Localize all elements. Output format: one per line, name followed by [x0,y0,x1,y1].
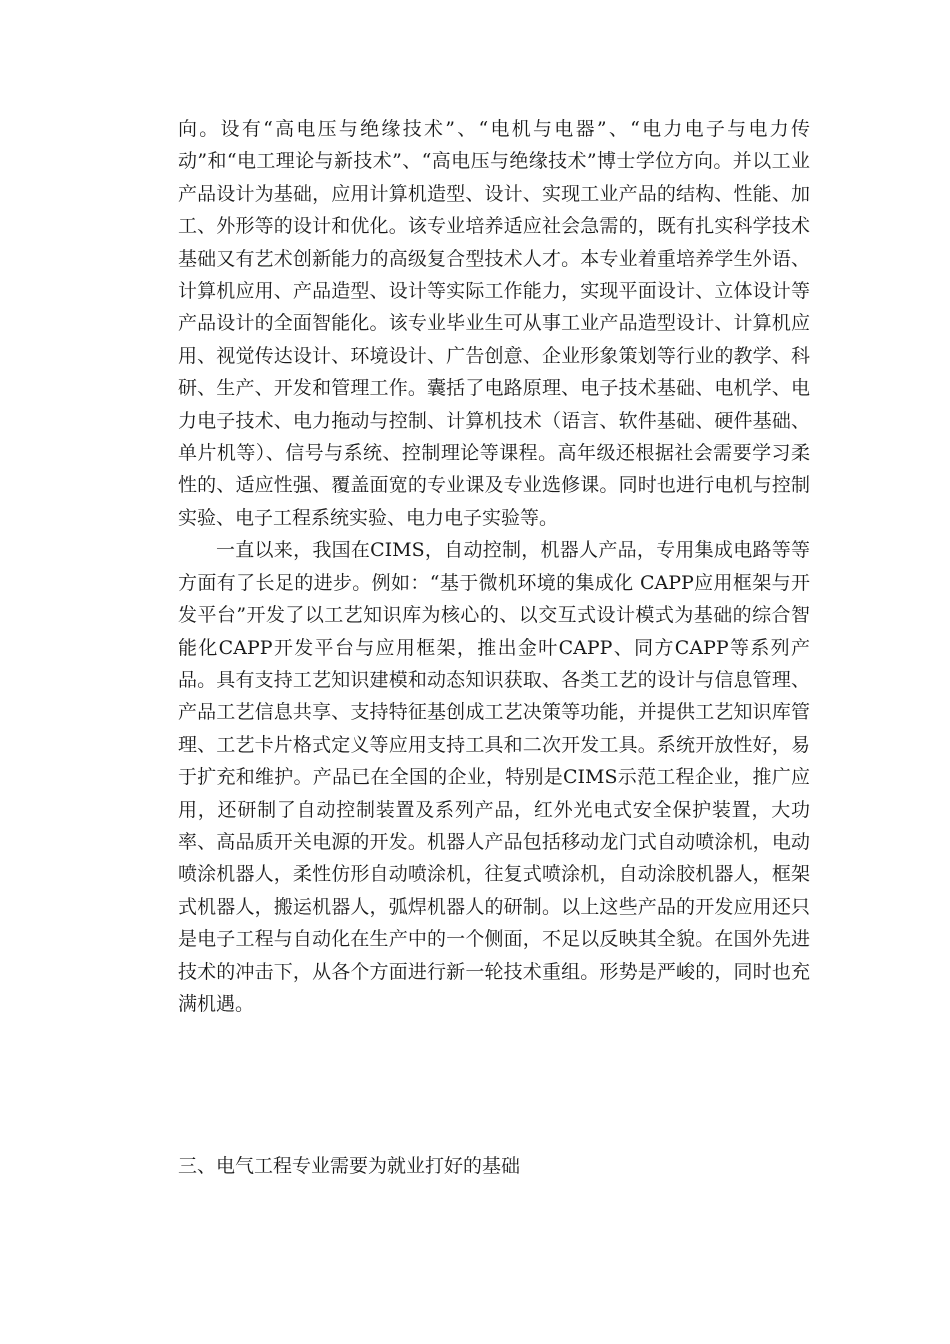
paragraph-continued: 向。设有“高电压与绝缘技术”、“电机与电器”、“电力电子与电力传动”和“电工理论与新技术”、“高电压与绝缘技术”博士学位方向。并以工业产品设计为基础，应用计算机造型、设计、实现工业产品的结构、性能、加工、外形等的设计和优化。该专业培养适应社会急需的，既有扎实科学技术基础又有艺术创新能力的高级复合型技术人才。本专业着重培养学生外语、计算机应用、产品造型、设计等实际工作能力，实现平面设计、立体设计等产品设计的全面智能化。该专业毕业生可从事工业产品造型设计、计算机应用、视觉传达设计、环境设计、广告创意、企业形象策划等行业的教学、科研、生产、开发和管理工作。囊括了电路原理、电子技术基础、电机学、电力电子技术、电力拖动与控制、计算机技术（语言、软件基础、硬件基础、单片机等）、信号与系统、控制理论等课程。高年级还根据社会需要学习柔性的、适应性强、覆盖面宽的专业课及专业选修课。同时也进行电机与控制实验、电子工程系统实验、电力电子实验等。 [178,118,810,529]
body-text [178,113,810,1020]
paragraph-progress: 一直以来，我国在CIMS，自动控制，机器人产品，专用集成电路等等方面有了长足的进步。例如：“基于微机环境的集成化 CAPP应用框架与开发平台”开发了以工艺知识库为核心的、以交互式设计模式为基础的综合智能化CAPP开发平台与应用框架，推出金叶CAPP、同方CAPP等系列产品。具有支持工艺知识建模和动态知识获取、各类工艺的设计与信息管理、产品工艺信息共享、支持特征基创成工艺决策等功能，并提供工艺知识库管理、工艺卡片格式定义等应用支持工具和二次开发工具。系统开放性好，易于扩充和维护。产品已在全国的企业，特别是CIMS示范工程企业，推广应用，还研制了自动控制装置及系列产品，红外光电式安全保护装置，大功率、高品质开关电源的开发。机器人产品包括移动龙门式自动喷涂机，电动喷涂机器人，柔性仿形自动喷涂机，往复式喷涂机，自动涂胶机器人，框架式机器人，搬运机器人，弧焊机器人的研制。以上这些产品的开发应用还只是电子工程与自动化在生产中的一个侧面，不足以反映其全貌。在国外先进技术的冲击下，从各个方面进行新一轮技术重组。形势是严峻的，同时也充满机遇。 [178,539,810,1015]
section-heading: 三、电气工程专业需要为就业打好的基础 [178,1155,521,1177]
